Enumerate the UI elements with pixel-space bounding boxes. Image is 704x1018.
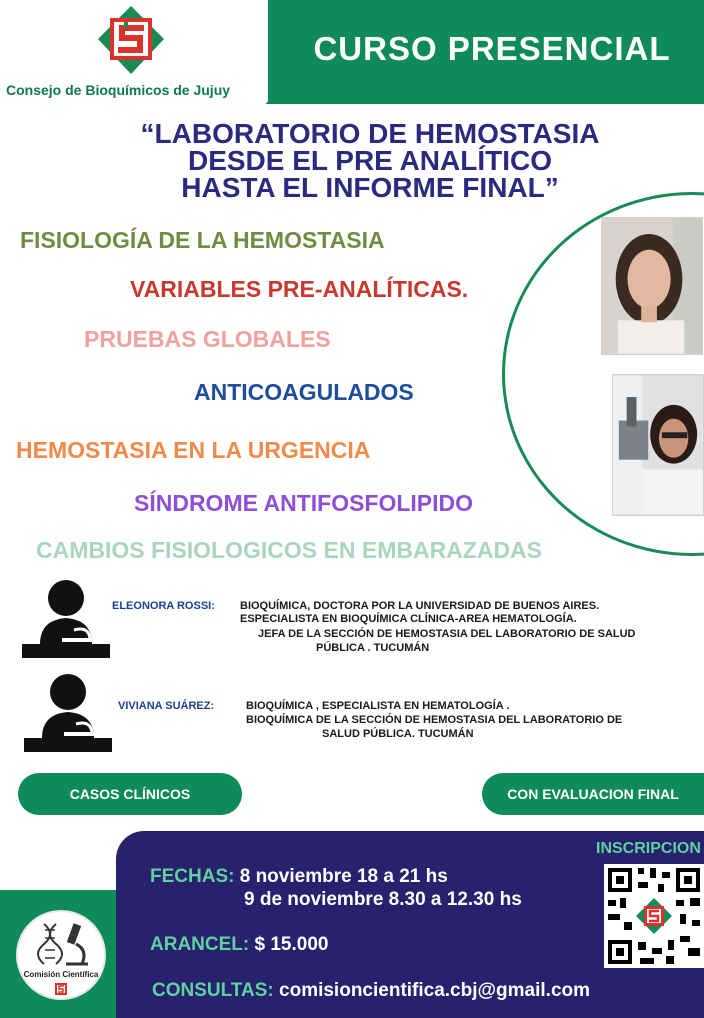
speaker-name-rossi: ELEONORA ROSSI: <box>112 600 215 612</box>
fechas-row <box>150 866 448 888</box>
speaker-bio-line: BIOQUÍMICA, DOCTORA POR LA UNIVERSIDAD DE BUENOS AIRES. <box>240 600 600 612</box>
topic-variables: VARIABLES PRE-ANALÍTICAS. <box>130 276 469 302</box>
topic-embarazadas: CAMBIOS FISIOLOGICOS EN EMBARAZADAS <box>36 537 543 563</box>
cbj-mini-logo-icon <box>54 982 68 996</box>
casos-clinicos-badge: CASOS CLÍNICOS <box>18 773 242 815</box>
evaluacion-final-badge: CON EVALUACION FINAL <box>482 773 704 815</box>
speaker-photo-suarez <box>612 374 704 516</box>
speaker-name-suarez: VIVIANA SUÁREZ: <box>118 700 215 712</box>
qr-code-icon[interactable] <box>604 864 704 968</box>
microscope-dna-icon <box>36 920 90 968</box>
topic-pruebas: PRUEBAS GLOBALES <box>84 326 331 352</box>
org-name: Consejo de Bioquímicos de Jujuy <box>6 82 231 98</box>
speaker-bio-line: JEFA DE LA SECCIÓN DE HEMOSTASIA DEL LABORATORIO DE SALUD <box>258 628 636 640</box>
fecha-2: 9 de noviembre 8.30 a 12.30 hs <box>244 889 522 910</box>
speaker-bio-line: SALUD PÚBLICA. TUCUMÁN <box>322 728 474 740</box>
topic-antifosfolipido: SÍNDROME ANTIFOSFOLIPIDO <box>134 490 474 516</box>
comision-label: Comisión Científica <box>23 970 99 979</box>
arancel-row <box>150 934 328 956</box>
topic-fisiologia: FISIOLOGÍA DE LA HEMOSTASIA <box>20 227 385 253</box>
comision-cientifica-badge <box>16 910 106 1000</box>
fechas-label: FECHAS: <box>150 866 235 887</box>
topic-anticoagulados: ANTICOAGULADOS <box>194 379 414 405</box>
arancel-label: ARANCEL: <box>150 934 250 955</box>
speaker-person-icon <box>22 578 110 662</box>
consultas-email[interactable]: comisioncientifica.cbj@gmail.com <box>279 980 591 1001</box>
course-type-heading: CURSO PRESENCIAL <box>313 30 671 67</box>
speaker-bio-line: PÚBLICA . TUCUMÁN <box>316 642 430 654</box>
cbj-logo-icon <box>96 4 166 76</box>
speaker-bio-line: BIOQUÍMICA DE LA SECCIÓN DE HEMOSTASIA DEL LABORATORIO DE <box>246 714 623 726</box>
speaker-bio-line: BIOQUÍMICA , ESPECIALISTA EN HEMATOLOGÍA . <box>246 700 510 712</box>
course-title-line: HASTA EL INFORME FINAL” <box>181 172 559 203</box>
speaker-person-icon <box>24 672 112 756</box>
speaker-bio-line: ESPECIALISTA EN BIOQUÍMICA CLÍNICA-AREA HEMATOLOGÍA. <box>240 613 577 625</box>
consultas-row <box>152 980 590 1002</box>
arancel-value: $ 15.000 <box>254 934 329 955</box>
course-title-line: “LABORATORIO DE HEMOSTASIA <box>140 118 600 149</box>
consultas-label: CONSULTAS: <box>152 980 274 1001</box>
speaker-photo-rossi <box>601 217 703 355</box>
course-title <box>40 120 700 201</box>
fecha-1: 8 noviembre 18 a 21 hs <box>239 866 448 887</box>
course-title-line: DESDE EL PRE ANALÍTICO <box>187 145 553 176</box>
inscripcion-label: INSCRIPCION <box>596 840 701 857</box>
topic-urgencia: HEMOSTASIA EN LA URGENCIA <box>16 437 371 463</box>
